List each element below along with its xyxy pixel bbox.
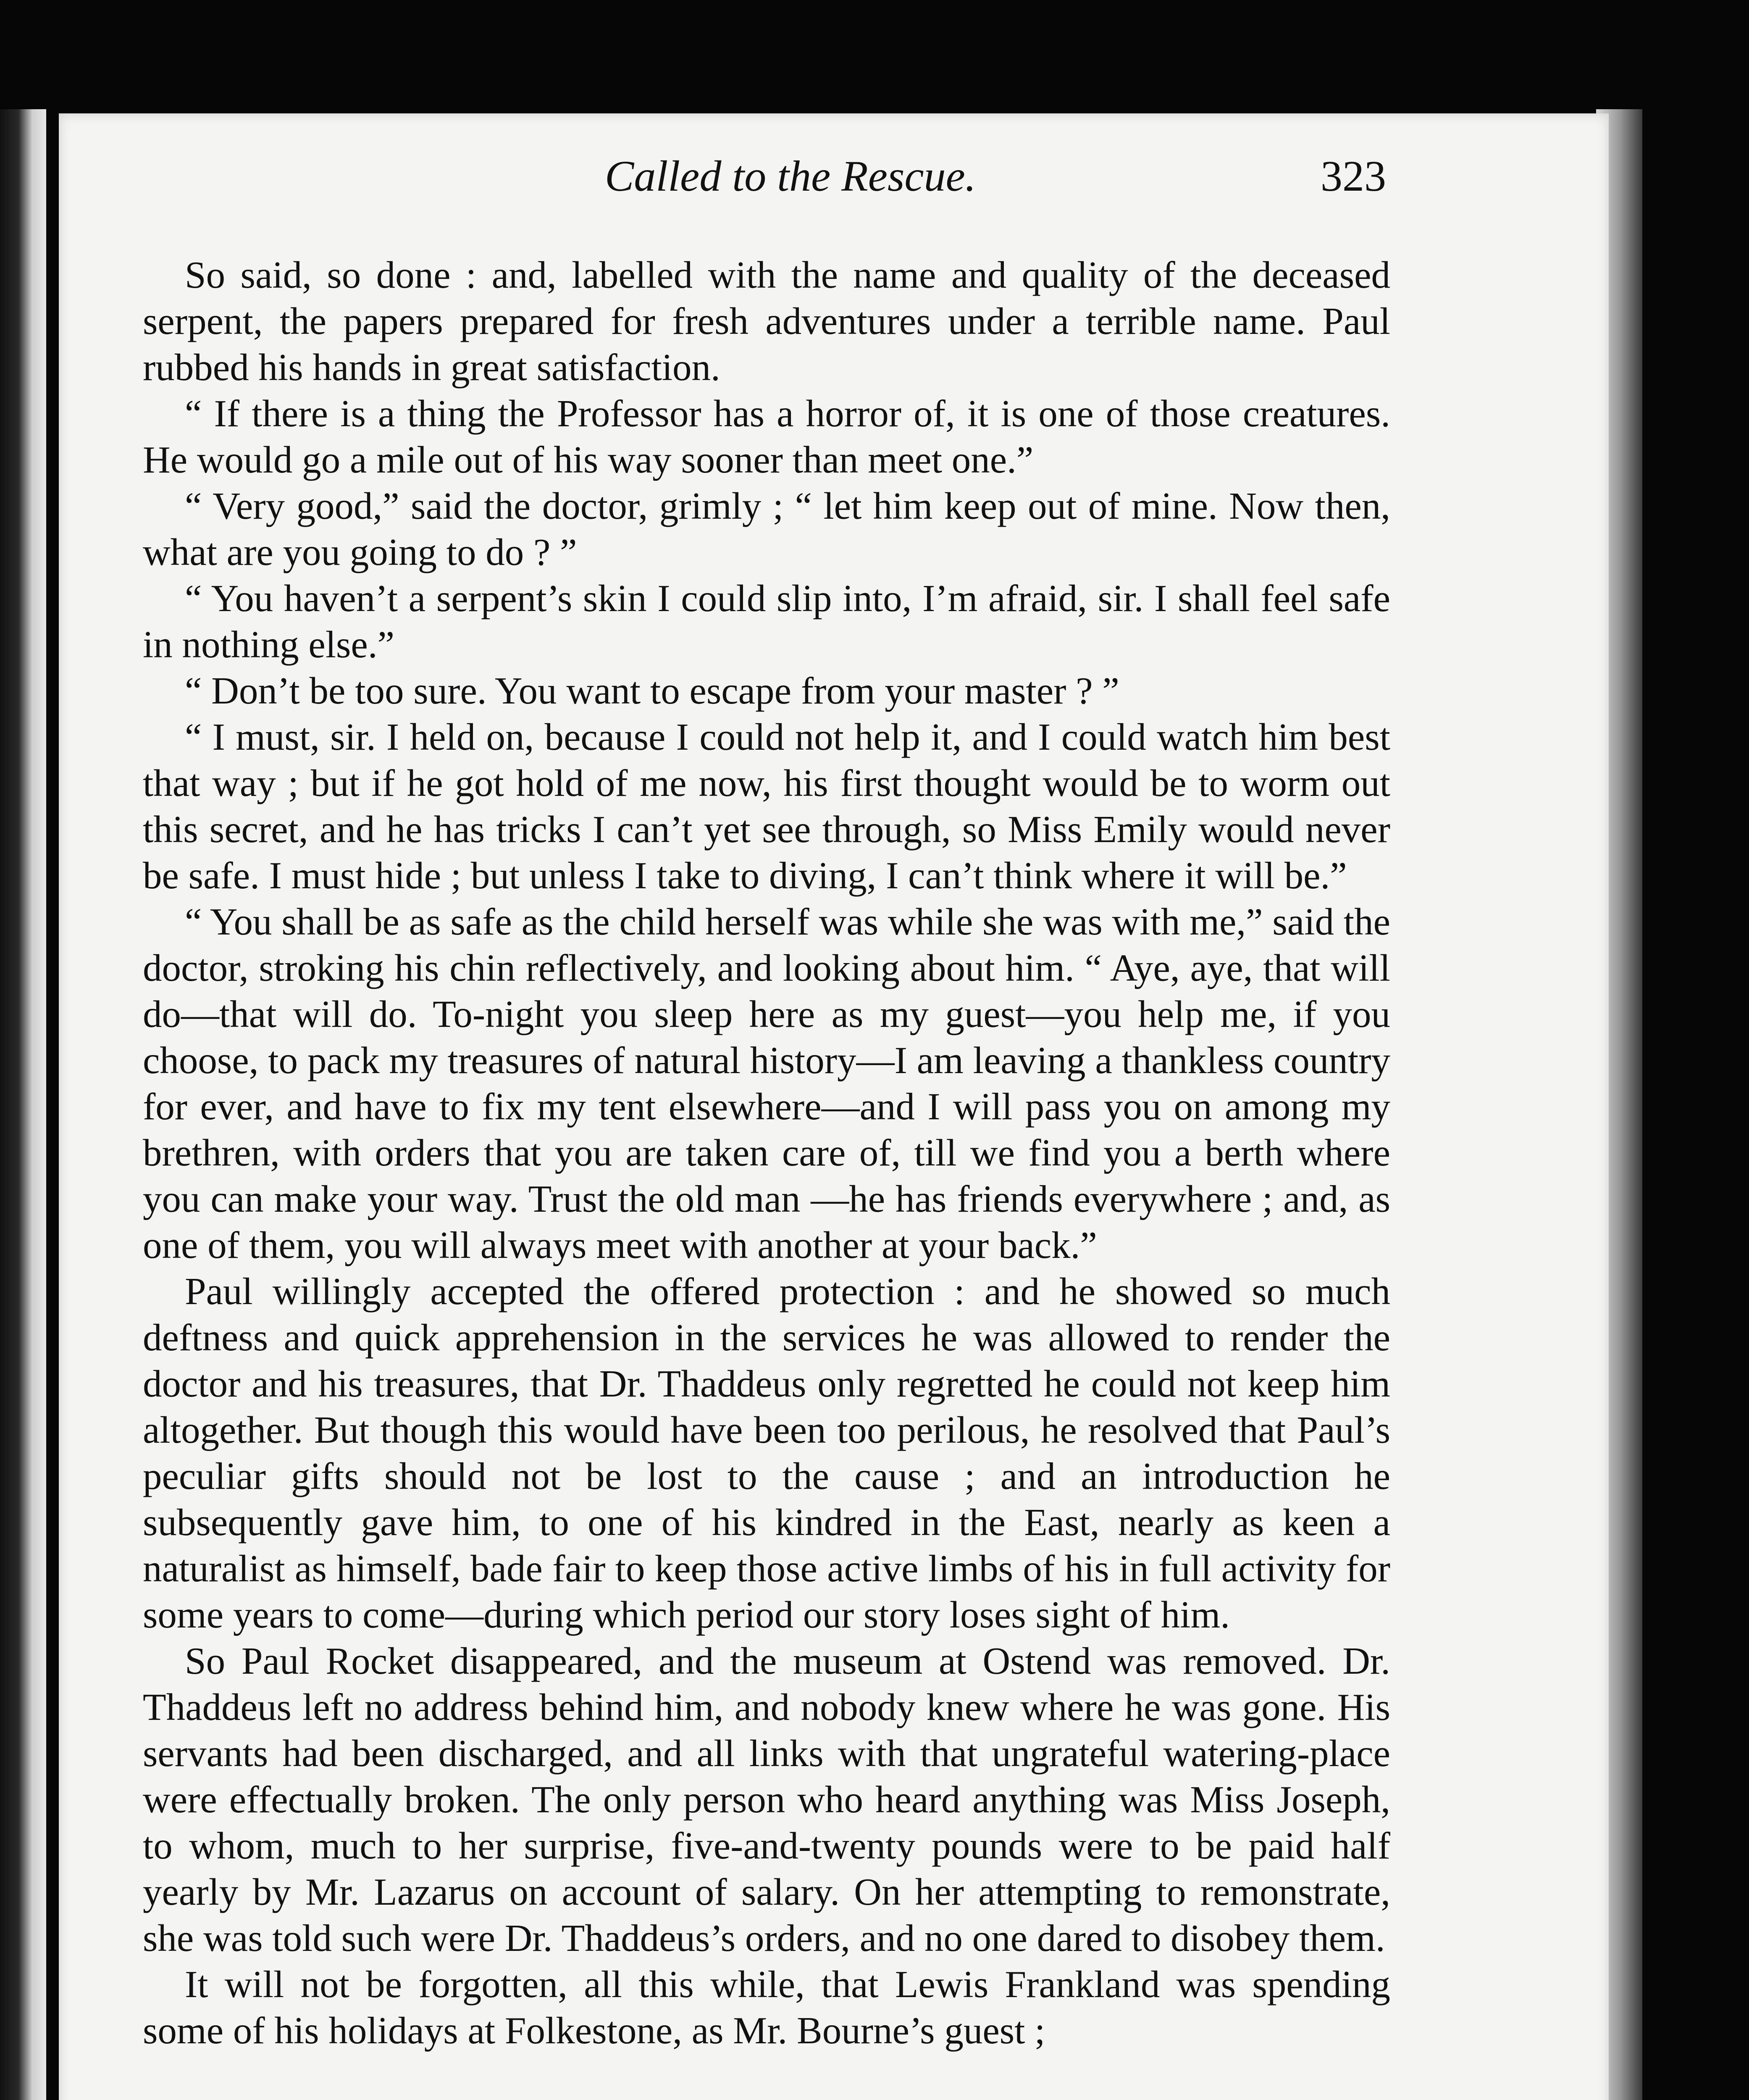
paragraph: “ If there is a thing the Professor has a horror of, it is one of those creatures. He would go a mile out of his way sooner than meet one.” (143, 392, 1390, 481)
paragraph: “ Don’t be too sure. You want to escape from your master ? ” (185, 669, 1119, 712)
paragraph: “ Very good,” said the doctor, grimly ; “ let him keep out of mine. Now then, what are you going to do ? ” (143, 485, 1390, 573)
paragraph: “ You haven’t a serpent’s skin I could slip into, I’m afraid, sir. I shall feel safe in nothing else.” (143, 577, 1390, 666)
paragraph: Paul willingly accepted the offered protection : and he showed so much deftness and quick apprehension in the services he was allowed to render the doctor and his treasures, that Dr. Thaddeus only regretted he could not keep him altogether. But though this would have been too perilous, he resolved that Paul’s peculiar gifts should not be lost to the cause ; and an introduction he subsequently gave him, to one of his kindred in the East, nearly as keen a naturalist as himself, bade fair to keep those active limbs of his in full activity for some years to come—during which period our story loses sight of him. (143, 1270, 1390, 1636)
running-head (143, 151, 1386, 214)
running-title: Called to the Rescue. (605, 152, 976, 200)
page-number: 323 (1321, 152, 1386, 200)
paragraph: So said, so done : and, labelled with the name and quality of the deceased serpent, the papers prepared for fresh adventures under a terrible name. Paul rubbed his hands in great satisfaction. (143, 254, 1390, 388)
paragraph: “ You shall be as safe as the child herself was while she was with me,” said the doctor, stroking his chin reflectively, and looking about him. “ Aye, aye, that will do—that will do. To-night you sleep here as my guest—you help me, if you choose, to pack my treasures of natural history—I am leaving a thankless country for ever, and have to fix my tent elsewhere—and I will pass you on among my brethren, with orders that you are taken care of, till we find you a berth where you can make your way. Trust the old man —he has friends everywhere ; and, as one of them, you will always meet with another at your back.” (143, 900, 1390, 1266)
previous-page-edge (0, 109, 46, 2100)
body-text (143, 252, 1390, 2100)
paragraph: So Paul Rocket disappeared, and the museum at Ostend was removed. Dr. Thaddeus left no address behind him, and nobody knew where he was gone. His servants had been discharged, and all links with that ungrateful watering-place were effectually broken. The only person who heard anything was Miss Joseph, to whom, much to her surprise, five-and-twenty pounds were to be paid half yearly by Mr. Lazarus on account of salary. On her attempting to remonstrate, she was told such were Dr. Thaddeus’s orders, and no one dared to disobey them. (143, 1640, 1390, 1959)
paragraph: “ I must, sir. I held on, because I could not help it, and I could watch him best that way ; but if he got hold of me now, his first thought would be to worm out this secret, and he has tricks I can’t yet see through, so Miss Emily would never be safe. I must hide ; but unless I take to diving, I can’t think where it will be.” (143, 716, 1390, 897)
paragraph: It will not be forgotten, all this while, that Lewis Frankland was spending some of his holidays at Folkestone, as Mr. Bourne’s guest ; (143, 1963, 1390, 2052)
